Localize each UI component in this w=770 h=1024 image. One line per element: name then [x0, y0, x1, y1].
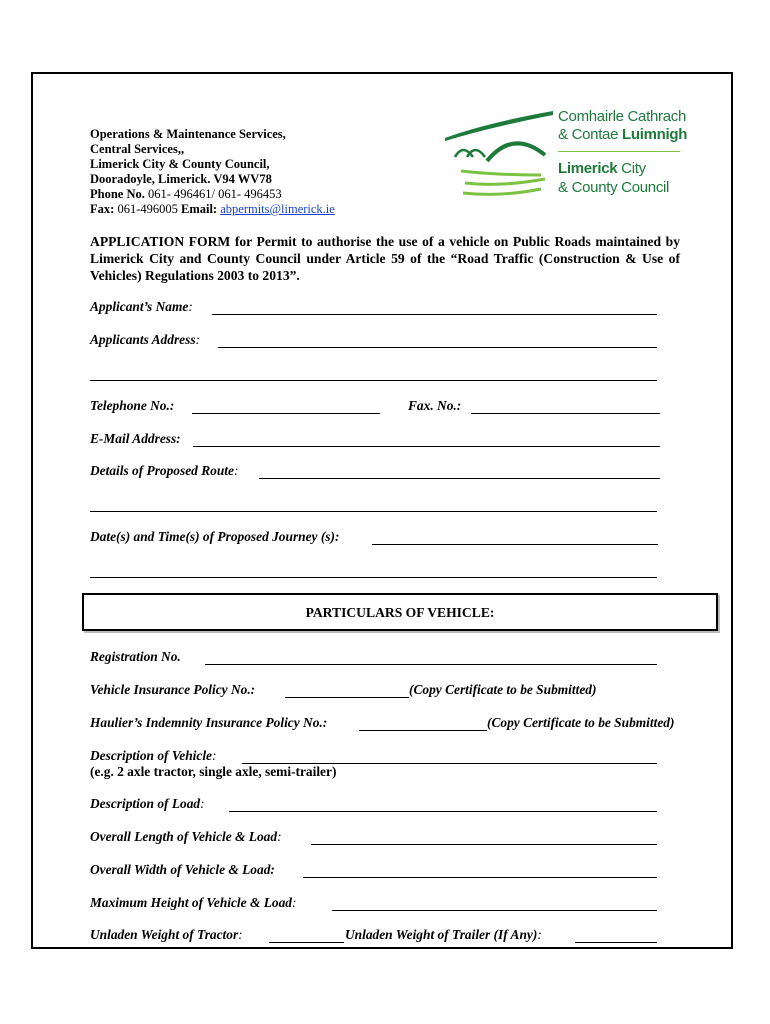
applicant-address-field[interactable] — [218, 347, 657, 348]
trailer-weight-label: Unladen Weight of Trailer (If Any): — [345, 927, 542, 942]
insurance-field[interactable] — [285, 697, 409, 698]
telephone-field[interactable] — [192, 413, 380, 414]
overall-width-field[interactable] — [303, 877, 657, 878]
logo-line-2 — [558, 126, 687, 143]
applicant-address-field-2[interactable] — [90, 380, 657, 381]
load-description-text: Description of Load — [90, 796, 201, 811]
load-description-field[interactable] — [229, 811, 657, 812]
applicant-address-text: Applicants Address — [90, 332, 196, 347]
registration-field[interactable] — [205, 664, 657, 665]
logo-line-1: Comhairle Cathrach — [558, 108, 686, 125]
tractor-weight-text: Unladen Weight of Tractor — [90, 927, 239, 942]
route-label: Details of Proposed Route: — [90, 463, 239, 478]
phone-label: Phone No. — [90, 187, 145, 201]
vehicle-section-header — [82, 593, 718, 631]
overall-width-label: Overall Width of Vehicle & Load: — [90, 862, 275, 877]
overall-length-label: Overall Length of Vehicle & Load: — [90, 829, 282, 844]
haulier-label: Haulier’s Indemnity Insurance Policy No.: — [90, 715, 328, 730]
tractor-weight-label: Unladen Weight of Tractor: — [90, 927, 243, 942]
overall-length-text: Overall Length of Vehicle & Load — [90, 829, 278, 844]
logo-line-2b: Luimnigh — [622, 126, 688, 143]
max-height-label: Maximum Height of Vehicle & Load: — [90, 895, 297, 910]
email-address-field[interactable] — [193, 446, 660, 447]
applicant-name-field[interactable] — [212, 314, 657, 315]
vehicle-description-example: (e.g. 2 axle tractor, single axle, semi-trailer) — [90, 764, 337, 779]
address-line-2: Central Services,, — [90, 142, 185, 156]
email-link[interactable]: abpermits@limerick.ie — [220, 202, 335, 216]
fax-label: Fax: — [90, 202, 115, 216]
tractor-weight-field[interactable] — [269, 942, 344, 943]
fax-number-label: Fax. No.: — [408, 398, 462, 413]
applicant-name-text: Applicant’s Name — [90, 299, 189, 314]
applicant-name-label: Applicant’s Name: — [90, 299, 193, 314]
fax-value: 061-496005 — [117, 202, 178, 216]
max-height-field[interactable] — [332, 910, 657, 911]
phone-line — [90, 187, 282, 202]
journey-field-2[interactable] — [90, 577, 657, 578]
load-description-label: Description of Load: — [90, 796, 205, 811]
trailer-weight-field[interactable] — [575, 942, 657, 943]
logo-line-3b: City — [617, 160, 646, 177]
applicant-address-label: Applicants Address: — [90, 332, 200, 347]
vehicle-section-title: PARTICULARS OF VEHICLE: — [305, 605, 495, 620]
email-address-label: E-Mail Address: — [90, 431, 181, 446]
phone-value: 061- 496461/ 061- 496453 — [148, 187, 282, 201]
max-height-text: Maximum Height of Vehicle & Load — [90, 895, 292, 910]
logo-line-3 — [558, 160, 646, 177]
haulier-field[interactable] — [359, 730, 487, 731]
logo-divider — [558, 151, 680, 152]
fax-number-field[interactable] — [471, 413, 660, 414]
route-text: Details of Proposed Route — [90, 463, 234, 478]
address-line-3: Limerick City & County Council, — [90, 157, 270, 171]
logo-line-2a: & Contae — [558, 126, 623, 143]
insurance-label: Vehicle Insurance Policy No.: — [90, 682, 256, 697]
trailer-weight-text: Unladen Weight of Trailer (If Any) — [345, 927, 538, 942]
registration-label: Registration No. — [90, 649, 181, 664]
journey-field[interactable] — [372, 544, 658, 545]
journey-label: Date(s) and Time(s) of Proposed Journey (s): — [90, 529, 340, 544]
logo-mark-icon — [441, 105, 561, 200]
council-logo — [441, 105, 691, 200]
route-field[interactable] — [259, 478, 660, 479]
email-label: Email: — [180, 202, 218, 216]
vehicle-description-label: Description of Vehicle: — [90, 748, 217, 763]
route-field-2[interactable] — [90, 511, 657, 512]
haulier-note: (Copy Certificate to be Submitted) — [487, 715, 675, 730]
overall-length-field[interactable] — [311, 844, 657, 845]
vehicle-description-text: Description of Vehicle — [90, 748, 212, 763]
application-title: APPLICATION FORM for Permit to authorise the use of a vehicle on Public Roads maintained by Limerick City and County Council under Article 59 of the “Road Traffic (Construction & Use of Vehicles) Regulations 2003 to 2013”. — [90, 234, 680, 283]
telephone-label: Telephone No.: — [90, 398, 175, 413]
logo-line-4: & County Council — [558, 179, 670, 196]
insurance-note: (Copy Certificate to be Submitted) — [409, 682, 597, 697]
address-line-1: Operations & Maintenance Services, — [90, 127, 286, 141]
address-line-4: Dooradoyle, Limerick. V94 WV78 — [90, 172, 272, 186]
logo-line-3a: Limerick — [558, 160, 618, 177]
fax-email-line — [90, 202, 335, 217]
